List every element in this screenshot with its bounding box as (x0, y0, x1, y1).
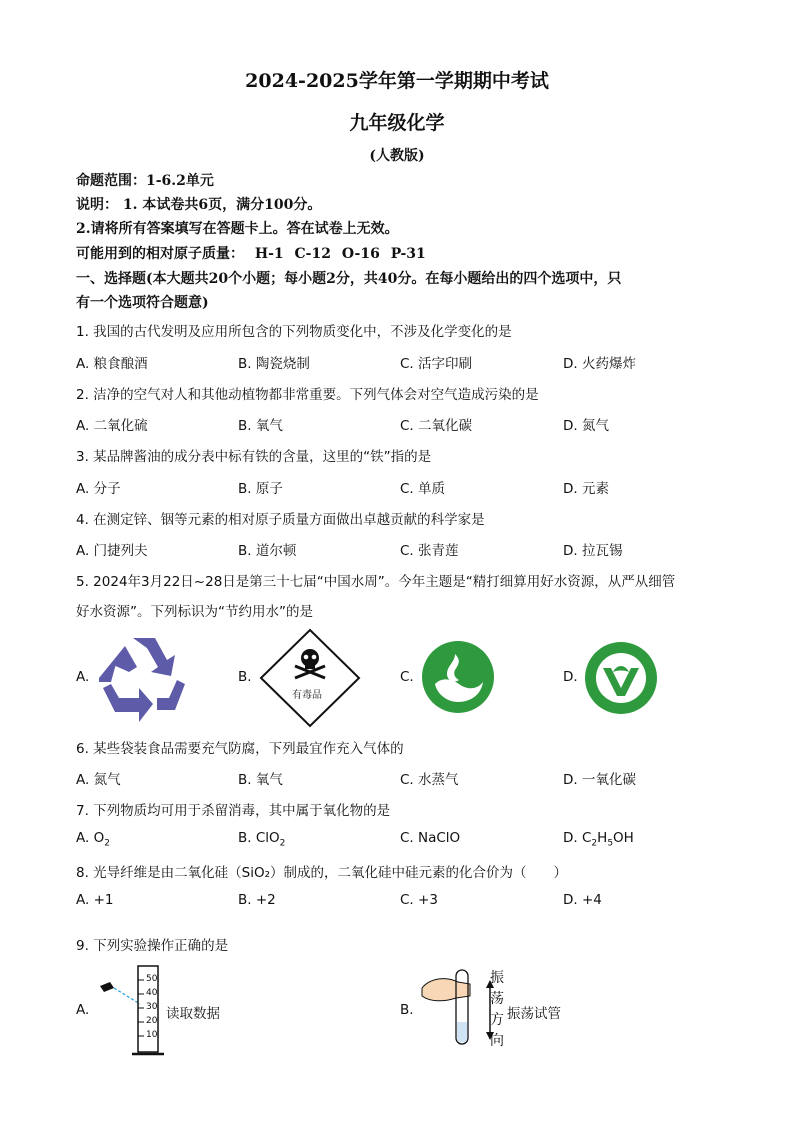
green-food-icon (583, 640, 659, 716)
scope-line: 命题范围：1-6.2单元 (76, 173, 214, 189)
question-5-stem-line-2: 好水资源”。下列标识为“节约用水”的是 (76, 604, 313, 620)
q9-a-label: 读取数据 (166, 1006, 220, 1022)
q7-option-d: D. $C_2H_5OH$ (563, 830, 634, 849)
q1-option-d: D. 火药爆炸 (563, 356, 636, 372)
question-8-stem: 8. 光导纤维是由二氧化硅（SiO₂）制成的，二氧化硅中硅元素的化合价为（ ） (76, 865, 568, 881)
q9-option-b: B. (400, 1002, 414, 1018)
question-4-stem: 4. 在测定锌、铟等元素的相对原子质量方面做出卓越贡献的科学家是 (76, 512, 485, 528)
question-5-stem-line-1: 5. 2024年3月22日~28日是第三十七届“中国水周”。今年主题是“精打细算用好水资源，从严从细管 (76, 574, 676, 590)
q6-option-b: B. 氧气 (238, 772, 283, 788)
poison-label: 有毒品 (292, 690, 322, 701)
q7-option-c: C. NaClO (400, 830, 461, 846)
q5-option-c: C. (400, 669, 414, 685)
cylinder-ticks: 50 40 30 20 10 (146, 974, 158, 1040)
q4-option-b: B. 道尔顿 (238, 543, 297, 559)
q4-option-c: C. 张青莲 (400, 543, 459, 559)
question-2-stem: 2. 洁净的空气对人和其他动植物都非常重要。下列气体会对空气造成污染的是 (76, 387, 539, 403)
q8-option-b: B. +2 (238, 892, 276, 908)
section-heading-line-2: 有一个选项符合题意) (76, 295, 209, 311)
question-9-stem: 9. 下列实验操作正确的是 (76, 938, 229, 954)
q7-option-a: A. $O_2$ (76, 830, 110, 849)
q4-option-d: D. 拉瓦锡 (563, 543, 623, 559)
question-1-stem: 1. 我国的古代发明及应用所包含的下列物质变化中，不涉及化学变化的是 (76, 324, 512, 340)
q4-option-a: A. 门捷列夫 (76, 543, 148, 559)
q2-option-d: D. 氮气 (563, 418, 609, 434)
q1-option-a: A. 粮食酿酒 (76, 356, 148, 372)
q3-option-b: B. 原子 (238, 481, 283, 497)
q3-option-d: D. 元素 (563, 481, 609, 497)
q5-option-b: B. (238, 669, 252, 685)
shake-direction-label: 振 荡 方 向 (490, 970, 504, 1049)
q2-option-b: B. 氧气 (238, 418, 283, 434)
q5-option-a: A. (76, 669, 90, 685)
note-line-2: 2.请将所有答案填写在答题卡上。答在试卷上无效。 (76, 221, 399, 237)
section-heading-line-1: 一、选择题(本大题共20个小题；每小题2分，共40分。在每小题给出的四个选项中，只 (76, 271, 622, 287)
q9-option-a: A. (76, 1002, 90, 1018)
atomic-mass-line: 可能用到的相对原子质量： H-1 C-12 O-16 P-31 (76, 246, 426, 262)
q6-option-d: D. 一氧化碳 (563, 772, 636, 788)
q1-option-c: C. 活字印刷 (400, 356, 473, 372)
q8-option-a: A. +1 (76, 892, 114, 908)
question-6-stem: 6. 某些袋装食品需要充气防腐，下列最宜作充入气体的 (76, 741, 404, 757)
recycle-icon (97, 632, 189, 722)
exam-title: 2024-2025学年第一学期期中考试 (245, 70, 549, 92)
poison-hazard-icon (259, 628, 361, 728)
note-line-1: 说明： 1. 本试卷共6页，满分100分。 (76, 197, 322, 213)
q7-option-b: B. ClO$_2$ (238, 830, 286, 849)
q1-option-b: B. 陶瓷烧制 (238, 356, 310, 372)
water-saving-icon (421, 640, 495, 714)
question-7-stem: 7. 下列物质均可用于杀留消毒，其中属于氧化物的是 (76, 803, 391, 819)
q2-option-a: A. 二氧化硫 (76, 418, 148, 434)
q5-option-d: D. (563, 669, 578, 685)
q3-option-c: C. 单质 (400, 481, 446, 497)
q8-option-d: D. +4 (563, 892, 602, 908)
edition-label: (人教版) (369, 148, 425, 164)
exam-subtitle: 九年级化学 (349, 112, 445, 134)
q8-option-c: C. +3 (400, 892, 438, 908)
q6-option-c: C. 水蒸气 (400, 772, 459, 788)
q3-option-a: A. 分子 (76, 481, 121, 497)
question-3-stem: 3. 某品牌酱油的成分表中标有铁的含量，这里的“铁”指的是 (76, 449, 432, 465)
q6-option-a: A. 氮气 (76, 772, 121, 788)
q2-option-c: C. 二氧化碳 (400, 418, 473, 434)
q9-b-label: 振荡试管 (507, 1006, 561, 1022)
